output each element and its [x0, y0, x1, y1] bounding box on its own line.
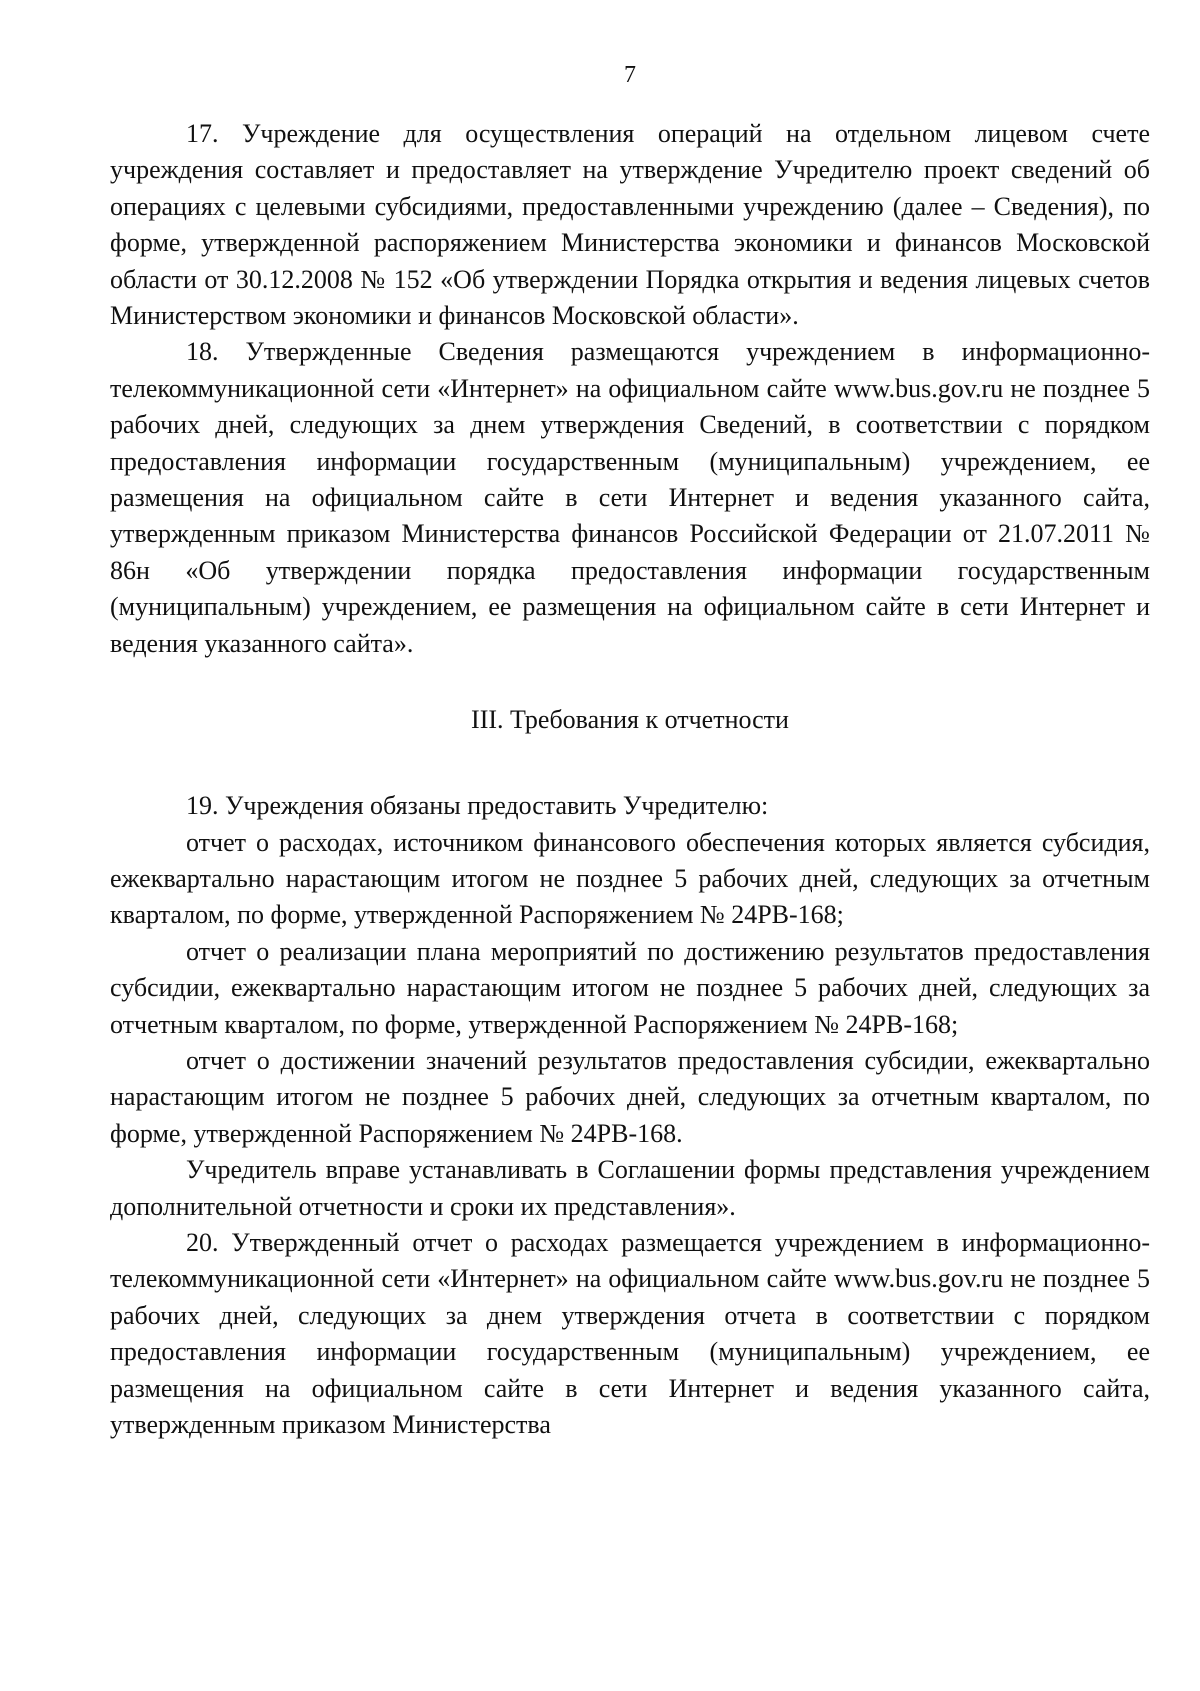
paragraph-20: 20. Утвержденный отчет о расходах размещается учреждением в информационно- телекоммуникационной сети «Интернет» на официальном сайте www.bus.gov.ru не позднее 5 рабочих дней, следующих за днем утверждения отчета в соответствии с порядком предоставления информации государственным (муниципальным) учреждением, ее размещения на официальном сайте в сети Интернет и ведения указанного сайта, утвержденным приказом Министерства	[110, 1227, 1150, 1439]
paragraph-founder-rights: Учредитель вправе устанавливать в Соглашении формы представления учреждением дополнительной отчетности и сроки их представления».	[110, 1155, 1150, 1221]
paragraph-report-results: отчет о достижении значений результатов предоставления субсидии, ежеквартально нарастающим итогом не позднее 5 рабочих дней, следующих за отчетным кварталом, по форме, утвержденной Распоряжением № 24РВ-168.	[110, 1045, 1150, 1148]
paragraph-report-expenses: отчет о расходах, источником финансового обеспечения которых является субсидия, ежеквартально нарастающим итогом не позднее 5 рабочих дней, следующих за отчетным кварталом, по форме, утвержденной Распоряжением № 24РВ-168;	[110, 827, 1150, 930]
paragraph-18: 18. Утвержденные Сведения размещаются учреждением в информационно-телекоммуникационной сети «Интернет» на официальном сайте www.bus.gov.ru не позднее 5 рабочих дней, следующих за днем утверждения Сведений, в соответствии с порядком предоставления информации государственным (муниципальным) учреждением, ее размещения на официальном сайте в сети Интернет и ведения указанного сайта, утвержденным приказом Министерства финансов Российской Федерации от 21.07.2011 № 86н «Об утверждении порядка предоставления информации государственным (муниципальным) учреждением, ее размещения на официальном сайте в сети Интернет и ведения указанного сайта».	[110, 337, 1150, 658]
paragraph-17: 17. Учреждение для осуществления операций на отдельном лицевом счете учреждения составляет и предоставляет на утверждение Учредителю проект сведений об операциях с целевыми субсидиями, предоставленными учреждению (далее – Сведения), по форме, утвержденной распоряжением Министерства экономики и финансов Московской области от 30.12.2008 № 152 «Об утверждении Порядка открытия и ведения лицевых счетов Министерством экономики и финансов Московской области».	[110, 119, 1150, 331]
section-heading: III. Требования к отчетности	[471, 705, 789, 735]
page-number: 7	[624, 62, 636, 88]
paragraph-report-plan: отчет о реализации плана мероприятий по достижению результатов предоставления субсидии, ежеквартально нарастающим итогом не позднее 5 рабочих дней, следующих за отчетным кварталом, по форме, утвержденной Распоряжением № 24РВ-168;	[110, 936, 1150, 1039]
paragraph-19: 19. Учреждения обязаны предоставить Учредителю:	[186, 791, 769, 821]
